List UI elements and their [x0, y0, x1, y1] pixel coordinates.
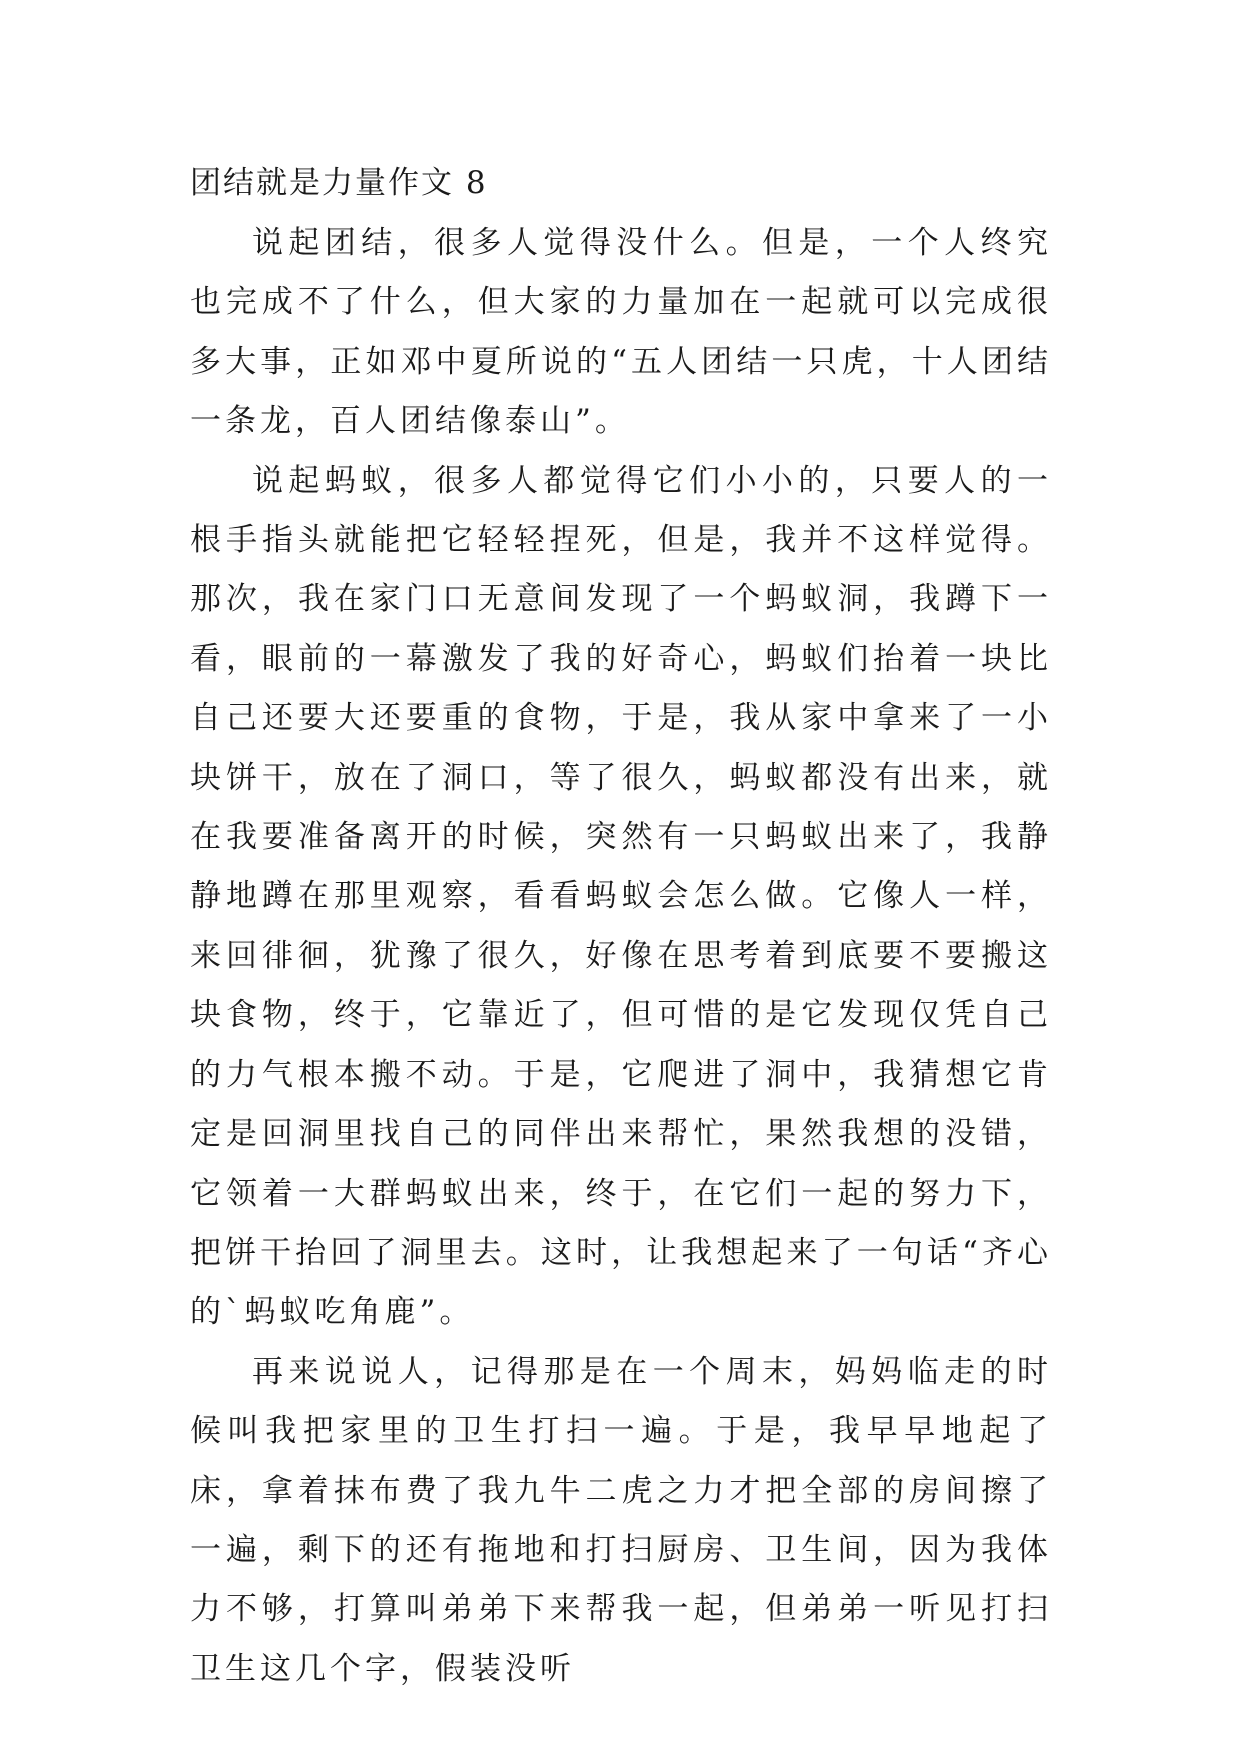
- paragraph-2: 说起蚂蚁，很多人都觉得它们小小的，只要人的一根手指头就能把它轻轻捏死，但是，我并不这样觉得。那次，我在家门口无意间发现了一个蚂蚁洞，我蹲下一看，眼前的一幕激发了我的好奇心，蚂蚁们抬着一块比自己还要大还要重的食物，于是，我从家中拿来了一小块饼干，放在了洞口，等了很久，蚂蚁都没有出来，就在我要准备离开的时候，突然有一只蚂蚁出来了，我静静地蹲在那里观察，看看蚂蚁会怎么做。它像人一样，来回徘徊，犹豫了很久，好像在思考着到底要不要搬这块食物，终于，它靠近了，但可惜的是它发现仅凭自己的力气根本搬不动。于是，它爬进了洞中，我猜想它肯定是回洞里找自己的同伴出来帮忙，果然我想的没错，它领着一大群蚂蚁出来，终于，在它们一起的努力下，把饼干抬回了洞里去。这时，让我想起来了一句话“齐心的`蚂蚁吃角鹿”。: [190, 462, 1052, 1331]
- document-title: 团结就是力量作文 8: [190, 165, 488, 201]
- paragraph-1: 说起团结，很多人觉得没什么。但是，一个人终究也完成不了什么，但大家的力量加在一起就可以完成很多大事，正如邓中夏所说的“五人团结一只虎，十人团结一条龙，百人团结像泰山”。: [190, 225, 1052, 440]
- paragraph-3: 再来说说人，记得那是在一个周末，妈妈临走的时候叫我把家里的卫生打扫一遍。于是，我早早地起了床，拿着抹布费了我九牛二虎之力才把全部的房间擦了一遍，剩下的还有拖地和打扫厨房、卫生间，因为我体力不够，打算叫弟弟下来帮我一起，但弟弟一听见打扫卫生这几个字，假装没听: [190, 1353, 1052, 1687]
- document-body: [190, 152, 1052, 1699]
